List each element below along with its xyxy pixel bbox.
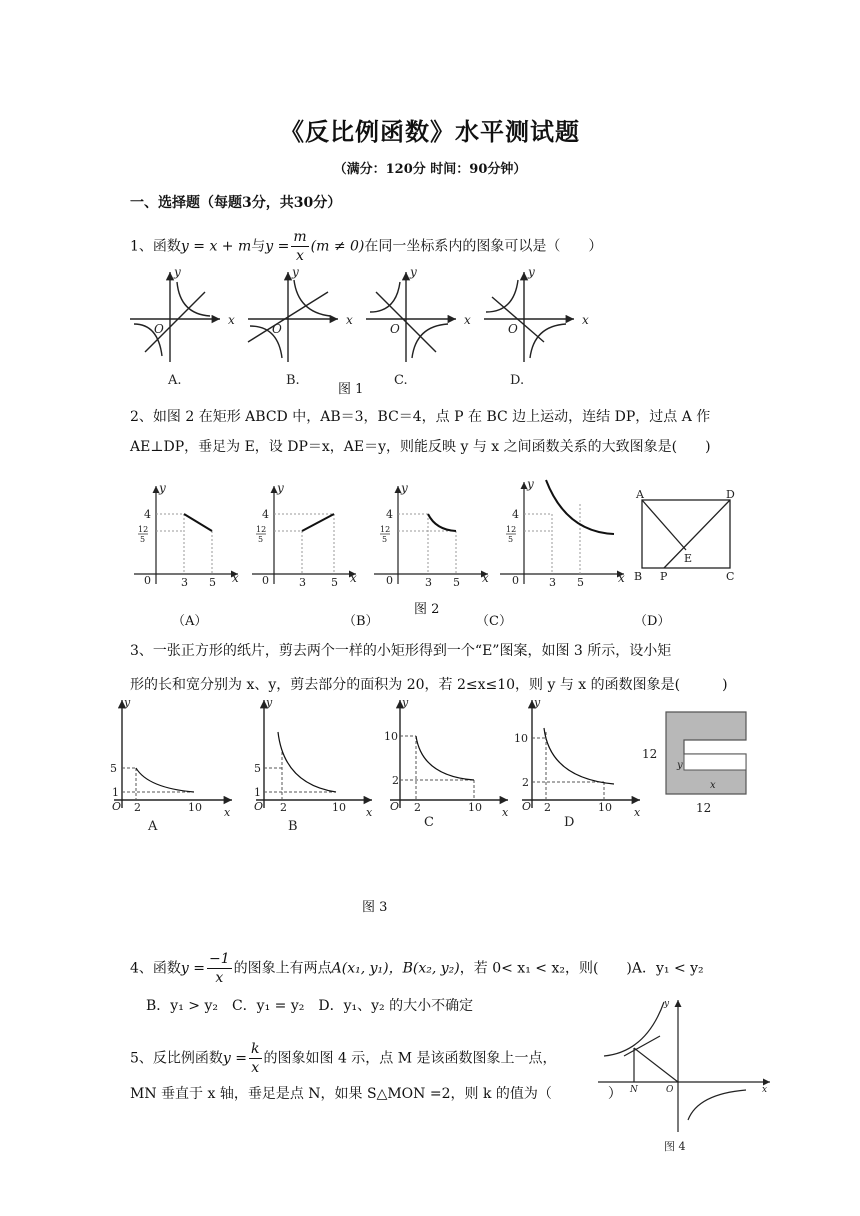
svg-text:3: 3 xyxy=(181,576,188,589)
svg-text:O: O xyxy=(666,1085,674,1095)
svg-text:12: 12 xyxy=(138,525,149,534)
svg-text:5: 5 xyxy=(453,576,460,589)
svg-text:O: O xyxy=(390,322,400,336)
q2-figure xyxy=(126,474,746,594)
svg-text:x: x xyxy=(634,806,641,819)
q3-option-d: D xyxy=(564,815,575,830)
svg-text:O: O xyxy=(254,800,264,813)
svg-text:x: x xyxy=(224,806,231,819)
svg-text:y: y xyxy=(401,481,408,495)
svg-text:4: 4 xyxy=(262,508,269,521)
svg-text:x: x xyxy=(232,571,239,585)
svg-text:5: 5 xyxy=(110,762,117,775)
svg-text:y: y xyxy=(534,696,541,709)
svg-text:5: 5 xyxy=(254,762,261,775)
q3-curve-a xyxy=(136,768,194,792)
svg-text:5: 5 xyxy=(209,576,216,589)
question-5-line-2: MN 垂直于 x 轴，垂足是点 N，如果 S△MON =2，则 k 的值为（ ） xyxy=(130,1086,622,1102)
svg-text:2: 2 xyxy=(522,776,529,789)
svg-text:2: 2 xyxy=(414,801,421,814)
figure-2-caption: 图 2 xyxy=(414,602,440,617)
q3-e-size-left: 12 xyxy=(642,747,658,761)
svg-text:3: 3 xyxy=(549,576,556,589)
svg-text:10: 10 xyxy=(384,730,398,743)
svg-text:y: y xyxy=(266,696,273,709)
svg-text:P: P xyxy=(660,570,668,583)
svg-text:4: 4 xyxy=(144,508,151,521)
svg-text:2: 2 xyxy=(544,801,551,814)
figure-1-caption: 图 1 xyxy=(338,382,364,397)
figure-3-caption: 图 3 xyxy=(362,900,388,915)
svg-text:O: O xyxy=(508,322,518,336)
q1-axis-y: y xyxy=(174,265,181,279)
svg-text:5: 5 xyxy=(258,535,264,544)
svg-text:0: 0 xyxy=(144,574,151,587)
svg-text:A: A xyxy=(636,488,644,501)
q2-curve-b xyxy=(302,514,334,531)
svg-text:0: 0 xyxy=(386,574,393,587)
svg-text:5: 5 xyxy=(140,535,146,544)
svg-text:x: x xyxy=(502,806,509,819)
svg-text:x: x xyxy=(710,780,716,791)
svg-text:4: 4 xyxy=(512,508,519,521)
question-4-options: B．y₁ > y₂ C．y₁ = y₂ D．y₁、y₂ 的大小不确定 xyxy=(146,998,474,1014)
svg-text:C: C xyxy=(726,570,735,583)
svg-text:x: x xyxy=(346,313,353,327)
q1-option-c: C. xyxy=(394,373,408,388)
svg-text:x: x xyxy=(762,1085,768,1095)
svg-text:0: 0 xyxy=(512,574,519,587)
svg-text:O: O xyxy=(112,800,122,813)
q1-option-a: A. xyxy=(168,373,182,388)
svg-text:x: x xyxy=(350,571,357,585)
svg-text:0: 0 xyxy=(262,574,269,587)
q5-curve-right xyxy=(688,1090,746,1120)
question-5: 5、反比例函数y = $\frac{k}{x}$ 的图象如图 4 示，点 M 是该函数图象上一点， xyxy=(130,1041,557,1076)
q3-option-b: B xyxy=(288,819,298,834)
section-heading: 一、选择题（每题3分，共30分） xyxy=(130,195,342,211)
svg-text:O: O xyxy=(522,800,532,813)
q2-option-a: （A） xyxy=(172,614,208,629)
q5-curve-left xyxy=(604,1002,664,1056)
q1-option-d: D. xyxy=(510,373,525,388)
q5-figure xyxy=(594,994,784,1153)
svg-text:y: y xyxy=(292,265,299,279)
svg-text:D: D xyxy=(726,488,735,501)
svg-text:E: E xyxy=(684,552,693,565)
q3-option-a: A xyxy=(148,819,158,834)
q2-curve-c xyxy=(428,514,456,531)
q3-e-shape xyxy=(666,712,746,794)
question-4: 4、函数y = $\frac{-1}{x}$ 的图象上有两点A(x₁, y₁)，B(x₂, y₂)，若 0< x₁ < x₂，则( )A．y₁ < y₂ xyxy=(130,951,704,986)
svg-text:y: y xyxy=(159,481,166,495)
q1-graph-b xyxy=(248,272,338,362)
question-3-line-1: 3、一张正方形的纸片，剪去两个一样的小矩形得到一个“E”图案，如图 3 所示，设小矩 xyxy=(130,643,672,659)
svg-text:N: N xyxy=(630,1085,638,1095)
svg-text:10: 10 xyxy=(598,801,612,814)
svg-text:4: 4 xyxy=(386,508,393,521)
svg-text:B: B xyxy=(634,570,643,583)
svg-text:1: 1 xyxy=(112,786,119,799)
svg-text:O: O xyxy=(272,322,282,336)
q1-axis-x: x xyxy=(228,313,235,327)
svg-text:5: 5 xyxy=(508,535,514,544)
q3-figure xyxy=(104,692,764,842)
svg-text:x: x xyxy=(582,313,589,327)
svg-text:10: 10 xyxy=(188,801,202,814)
svg-text:10: 10 xyxy=(514,732,528,745)
svg-text:10: 10 xyxy=(468,801,482,814)
q1-option-b: B. xyxy=(286,373,300,388)
q3-curve-c xyxy=(416,736,474,780)
svg-text:10: 10 xyxy=(332,801,346,814)
svg-text:y: y xyxy=(410,265,417,279)
q2-option-d: （D） xyxy=(634,614,671,629)
svg-text:12: 12 xyxy=(506,525,517,534)
svg-text:3: 3 xyxy=(425,576,432,589)
q3-curve-d xyxy=(544,728,614,784)
q2-option-b: （B） xyxy=(343,614,379,629)
q1-graph-d xyxy=(484,272,574,362)
svg-text:5: 5 xyxy=(577,576,584,589)
svg-text:12: 12 xyxy=(380,525,391,534)
svg-text:3: 3 xyxy=(299,576,306,589)
q3-e-size-bottom: 12 xyxy=(696,801,712,815)
q2-option-c: （C） xyxy=(476,614,512,629)
q1-figure xyxy=(120,262,600,392)
svg-text:1: 1 xyxy=(254,786,261,799)
svg-text:x: x xyxy=(618,571,625,585)
question-1: 1、函数y = x + m与y = $\frac{m}{x}$ (m ≠ 0)在同一坐标系内的图象可以是（ ） xyxy=(130,229,603,264)
svg-text:5: 5 xyxy=(382,535,388,544)
svg-text:2: 2 xyxy=(134,801,141,814)
svg-text:y: y xyxy=(677,760,683,771)
svg-text:y: y xyxy=(124,696,131,709)
svg-text:y: y xyxy=(528,265,535,279)
q1-origin: O xyxy=(154,322,164,336)
svg-text:5: 5 xyxy=(331,576,338,589)
svg-text:2: 2 xyxy=(392,774,399,787)
svg-text:y: y xyxy=(527,477,534,491)
svg-text:y: y xyxy=(402,696,409,709)
svg-text:y: y xyxy=(664,999,670,1009)
page-subtitle: （满分：120分 时间：90分钟） xyxy=(333,162,527,177)
page-title: 《反比例函数》水平测试题 xyxy=(280,117,580,146)
figure-4-caption: 图 4 xyxy=(664,1140,686,1153)
svg-text:y: y xyxy=(277,481,284,495)
svg-text:O: O xyxy=(390,800,400,813)
q2-curve-a xyxy=(184,514,212,531)
svg-text:x: x xyxy=(464,313,471,327)
question-2-line-1: 2、如图 2 在矩形 ABCD 中，AB＝3，BC＝4，点 P 在 BC 边上运动，连结 DP，过点 A 作 xyxy=(130,409,711,425)
svg-text:12: 12 xyxy=(256,525,267,534)
svg-text:x: x xyxy=(366,806,373,819)
q1-graph-a xyxy=(130,272,220,362)
question-3-line-2: 形的长和宽分别为 x、y，剪去部分的面积为 20，若 2≤x≤10，则 y 与 x 的函数图象是( ) xyxy=(130,677,728,693)
q3-option-c: C xyxy=(424,815,434,830)
question-2-line-2: AE⊥DP，垂足为 E，设 DP＝x，AE＝y，则能反映 y 与 x 之间函数关系的大致图象是( ) xyxy=(130,439,711,455)
svg-text:2: 2 xyxy=(280,801,287,814)
svg-text:x: x xyxy=(482,571,489,585)
q3-curve-b xyxy=(278,732,336,792)
q1-graph-c xyxy=(366,272,456,362)
